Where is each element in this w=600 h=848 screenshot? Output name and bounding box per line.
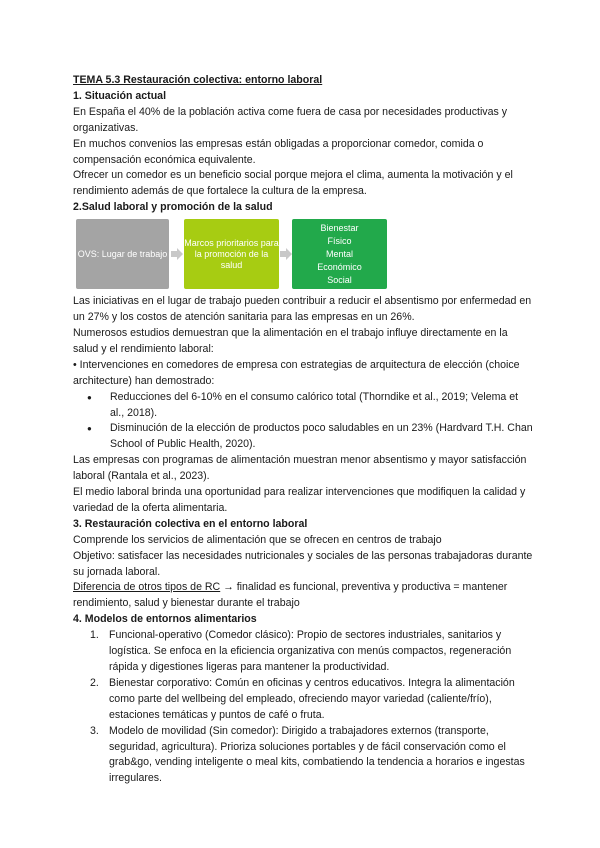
list-number: 2. xyxy=(90,676,99,689)
list-item-text: Funcional-operativo (Comedor clásico): Propio de sectores industriales, sanitarios y logística. Se enfoca en la eficiencia organizativa con menús compactos, regeneración rápida y digestiones ligeras para mantener la productividad. xyxy=(109,629,512,673)
section-1-heading: 1. Situación actual xyxy=(73,89,167,102)
section-2-paragraph: Las iniciativas en el lugar de trabajo pueden contribuir a reducir el absentismo por enfermedad en un 27% y los costos de atención sanitaria para las empresas en un 26%. xyxy=(73,295,532,324)
list-number: 1. xyxy=(90,629,99,642)
diagram-box-priority-frameworks: Marcos prioritarios para la promoción de la salud xyxy=(184,219,279,289)
section-4-heading: 4. Modelos de entornos alimentarios xyxy=(73,613,257,626)
section-2-paragraph: • Intervenciones en comedores de empresa con estrategias de arquitectura de elección (choice architecture) han demostrado: xyxy=(73,358,520,387)
document-page xyxy=(73,73,533,787)
section-3-paragraph: Comprende los servicios de alimentación que se ofrecen en centros de trabajo xyxy=(73,533,442,546)
section-3-heading: 3. Restauración colectiva en el entorno laboral xyxy=(73,517,308,530)
section-1-paragraph: En España el 40% de la población activa come fuera de casa por necesidades productivas y organizativas. xyxy=(73,105,508,134)
section-2-paragraph: Numerosos estudios demuestran que la alimentación en el trabajo influye directamente en la salud y el rendimiento laboral: xyxy=(73,326,508,355)
wellbeing-item: Mental xyxy=(325,248,353,259)
section-3-paragraph xyxy=(73,580,533,612)
list-number: 3. xyxy=(90,724,99,737)
wellbeing-item: Bienestar xyxy=(320,222,359,233)
wellbeing-item: Social xyxy=(327,274,352,285)
list-item: ● Disminución de la elección de productos poco saludables en un 23% (Hardvard T.H. Chan School of Public Health, 2020). xyxy=(73,421,533,453)
list-item xyxy=(73,628,533,676)
section-2-paragraph: Las empresas con programas de alimentación muestran menor absentismo y mayor satisfacción laboral (Rantala et al., 2023). xyxy=(73,454,527,483)
right-arrow-icon xyxy=(280,248,292,260)
diagram-box-workplace: OVS: Lugar de trabajo xyxy=(76,219,169,289)
document-title: TEMA 5.3 Restauración colectiva: entorno laboral xyxy=(73,74,323,86)
list-item-text: Modelo de movilidad (Sin comedor): Dirigido a trabajadores externos (transporte, seguridad, agricultura). Prioriza soluciones portables y de fácil conservación como el grab&go, vending inteligente o meal kits, combatiendo la tendencia a horarios e ingestas irregulares. xyxy=(109,724,525,785)
definition-text: → finalidad es funcional, preventiva y productiva = mantener rendimiento, salud y bienestar durante el trabajo xyxy=(73,581,508,610)
list-item xyxy=(73,724,533,788)
wellbeing-item: Físico xyxy=(327,235,352,246)
list-item-text: Bienestar corporativo: Común en oficinas y centros educativos. Integra la alimentación como parte del wellbeing del empleado, ofreciendo mayor variedad (caliente/frío), estaciones temáticas y puntos de café o fruta. xyxy=(109,676,515,721)
health-promotion-diagram xyxy=(73,216,533,294)
section-1-paragraph: En muchos convenios las empresas están obligadas a proporcionar comedor, comida o compensación económica equivalente. xyxy=(73,137,484,166)
list-item: ● Reducciones del 6-10% en el consumo calórico total (Thorndike et al., 2019; Velema et al., 2018). xyxy=(73,390,533,422)
diagram-box-wellbeing xyxy=(292,219,387,289)
underlined-term: Diferencia de otros tipos de RC xyxy=(73,581,221,594)
section-1-paragraph: Ofrecer un comedor es un beneficio social porque mejora el clima, aumenta la motivación y el rendimiento además de que fortalece la cultura de la empresa. xyxy=(73,169,513,198)
section-3-paragraph: Objetivo: satisfacer las necesidades nutricionales y sociales de las personas trabajadoras durante su jornada laboral. xyxy=(73,549,533,578)
numbered-list xyxy=(73,628,533,787)
right-arrow-icon xyxy=(171,248,183,260)
wellbeing-item: Económico xyxy=(317,261,362,272)
list-item xyxy=(73,676,533,724)
section-2-paragraph: El medio laboral brinda una oportunidad para realizar intervenciones que modifiquen la calidad y variedad de la oferta alimentaria. xyxy=(73,486,526,514)
bullet-list xyxy=(73,390,533,454)
section-2-heading: 2.Salud laboral y promoción de la salud xyxy=(73,201,273,214)
